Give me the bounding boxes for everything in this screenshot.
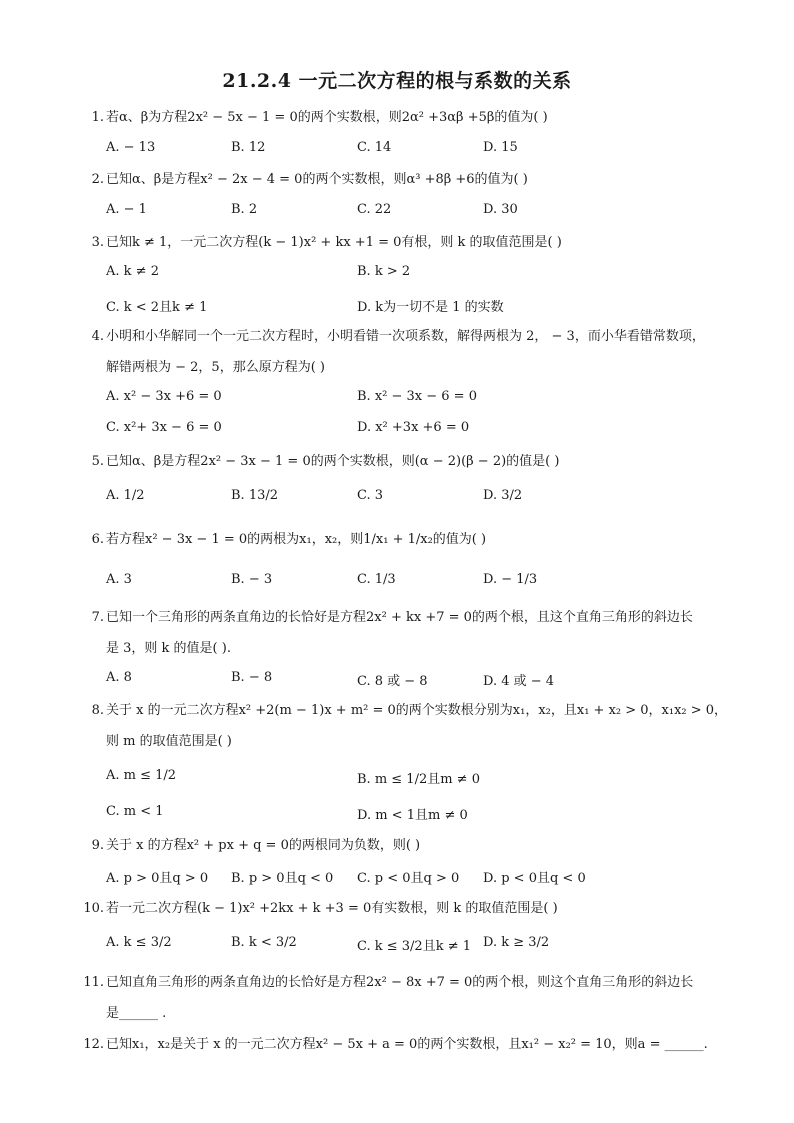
question-number: 4.	[91, 329, 104, 344]
question-number: 2.	[91, 172, 104, 187]
option-d: D. 15	[483, 140, 518, 155]
question-number: 12.	[83, 1037, 104, 1052]
option-a: A. 8	[106, 670, 132, 685]
option-b: B. 13/2	[231, 488, 279, 503]
question-text: 已知α、β是方程x² − 2x − 4 = 0的两个实数根，则α³ +8β +6的值为( )	[106, 172, 528, 187]
option-a: A. p > 0且q > 0	[106, 871, 209, 886]
question-number: 10.	[83, 901, 104, 916]
option-a: A. − 13	[106, 140, 156, 155]
question-text-continued: 是______ .	[106, 1006, 167, 1021]
question-number: 1.	[91, 110, 104, 125]
option-d: D. p < 0且q < 0	[483, 871, 586, 886]
question-number: 9.	[91, 838, 104, 853]
option-b: B. p > 0且q < 0	[231, 871, 334, 886]
question-text-continued: 是 3，则 k 的值是( ).	[106, 641, 231, 656]
option-a: A. 3	[106, 572, 132, 587]
question-text-continued: 则 m 的取值范围是( )	[106, 734, 232, 749]
question-number: 3.	[91, 235, 104, 250]
option-b: B. 12	[231, 140, 266, 155]
option-d: D. m < 1且m ≠ 0	[357, 808, 468, 823]
question-text: 已知α、β是方程2x² − 3x − 1 = 0的两个实数根，则(α − 2)(β − 2)的值是( )	[106, 454, 560, 469]
question-number: 11.	[83, 975, 104, 990]
option-b: B. k > 2	[357, 264, 411, 279]
option-a: A. m ≤ 1/2	[106, 768, 177, 783]
question-number: 7.	[91, 610, 104, 625]
option-d: D. k为一切不是 1 的实数	[357, 300, 504, 315]
question-text: 小明和小华解同一个一元二次方程时，小明看错一次项系数，解得两根为 2， − 3，而小华看错常数项，	[106, 329, 705, 344]
option-b: B. 2	[231, 202, 258, 217]
question-number: 6.	[91, 532, 104, 547]
option-b: B. − 8	[231, 670, 273, 685]
question-text: 若方程x² − 3x − 1 = 0的两根为x₁，x₂，则1/x₁ + 1/x₂的值为( )	[106, 532, 487, 547]
question-text: 已知一个三角形的两条直角边的长恰好是方程2x² + kx +7 = 0的两个根，且这个直角三角形的斜边长	[106, 610, 693, 625]
option-b: B. k < 3/2	[231, 935, 297, 950]
option-a: A. 1/2	[106, 488, 145, 503]
option-b: B. m ≤ 1/2且m ≠ 0	[357, 772, 480, 787]
option-c: C. k ≤ 3/2且k ≠ 1	[357, 939, 472, 954]
option-d: D. x² +3x +6 = 0	[357, 420, 470, 435]
question-text: 若α、β为方程2x² − 5x − 1 = 0的两个实数根，则2α² +3αβ +5β的值为( )	[106, 110, 548, 125]
question-text-continued: 解错两根为 − 2，5，那么原方程为( )	[106, 360, 325, 375]
question-number: 8.	[91, 703, 104, 718]
option-a: A. − 1	[106, 202, 147, 217]
option-d: D. k ≥ 3/2	[483, 935, 550, 950]
option-d: D. 30	[483, 202, 518, 217]
page-title: 21.2.4 一元二次方程的根与系数的关系	[222, 70, 572, 92]
option-a: A. k ≤ 3/2	[106, 935, 172, 950]
option-d: D. 4 或 − 4	[483, 674, 555, 689]
option-c: C. 8 或 − 8	[357, 674, 428, 689]
question-text: 已知x₁，x₂是关于 x 的一元二次方程x² − 5x + a = 0的两个实数根，且x₁² − x₂² = 10，则a = ______.	[106, 1037, 708, 1052]
option-b: B. − 3	[231, 572, 273, 587]
question-text: 关于 x 的一元二次方程x² +2(m − 1)x + m² = 0的两个实数根分别为x₁，x₂，且x₁ + x₂ > 0，x₁x₂ > 0，	[106, 703, 728, 718]
question-text: 关于 x 的方程x² + px + q = 0的两根同为负数，则( )	[106, 838, 421, 853]
option-d: D. − 1/3	[483, 572, 538, 587]
option-c: C. k < 2且k ≠ 1	[106, 300, 208, 315]
option-c: C. 1/3	[357, 572, 396, 587]
option-c: C. p < 0且q > 0	[357, 871, 460, 886]
question-number: 5.	[91, 454, 104, 469]
option-d: D. 3/2	[483, 488, 523, 503]
option-c: C. 14	[357, 140, 392, 155]
question-text: 已知直角三角形的两条直角边的长恰好是方程2x² − 8x +7 = 0的两个根，则这个直角三角形的斜边长	[106, 975, 694, 990]
option-a: A. k ≠ 2	[106, 264, 159, 279]
option-c: C. 22	[357, 202, 392, 217]
option-c: C. 3	[357, 488, 384, 503]
option-c: C. x²+ 3x − 6 = 0	[106, 420, 222, 435]
option-c: C. m < 1	[106, 804, 164, 819]
option-b: B. x² − 3x − 6 = 0	[357, 389, 477, 404]
question-text: 已知k ≠ 1，一元二次方程(k − 1)x² + kx +1 = 0有根，则 k 的取值范围是( )	[106, 235, 562, 250]
question-text: 若一元二次方程(k − 1)x² +2kx + k +3 = 0有实数根，则 k 的取值范围是( )	[106, 901, 558, 916]
option-a: A. x² − 3x +6 = 0	[106, 389, 222, 404]
